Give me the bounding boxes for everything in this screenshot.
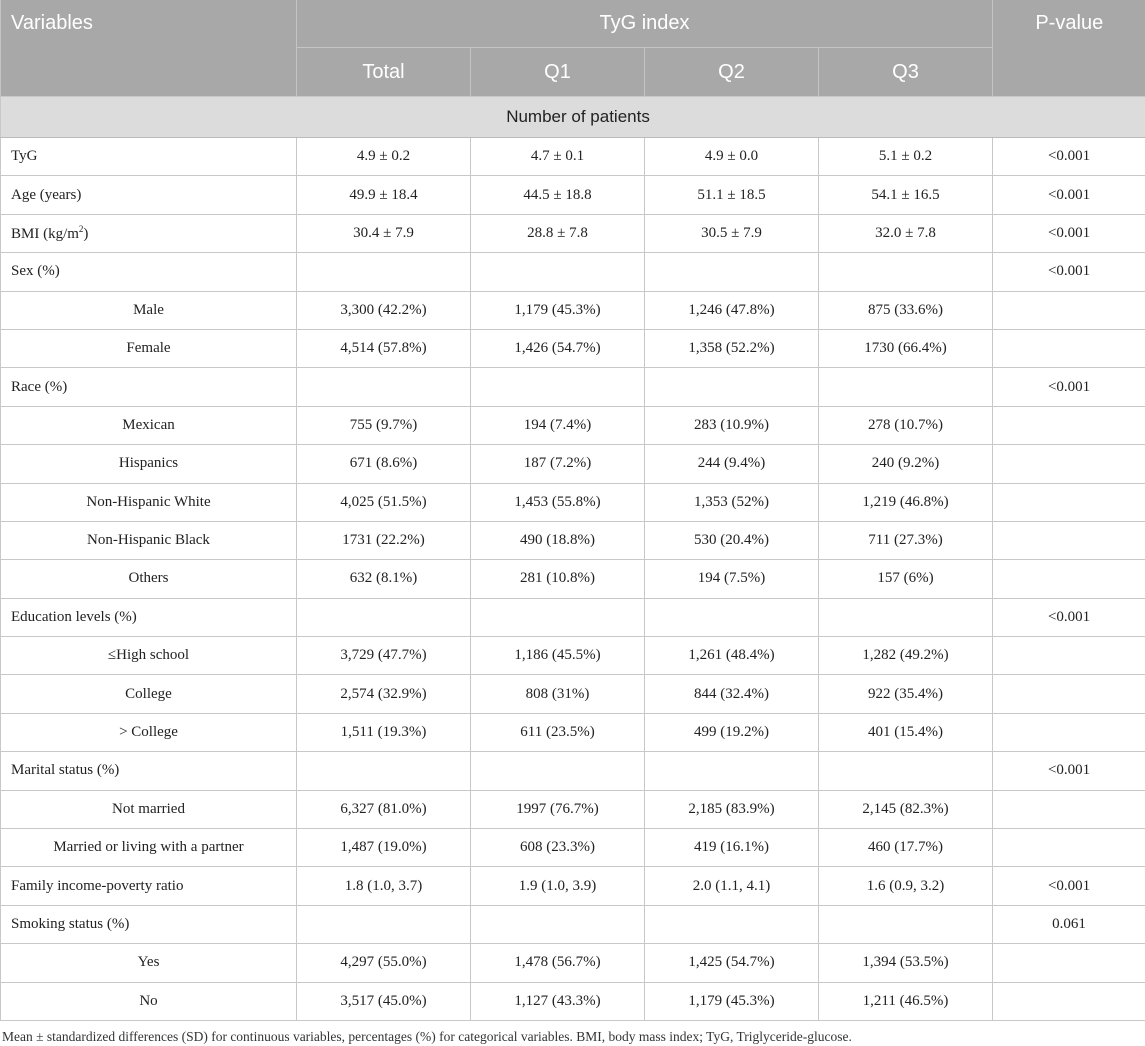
cell-q2 — [645, 368, 819, 406]
row-label — [1, 445, 297, 483]
row-label-text: Yes — [137, 954, 160, 971]
row-label-text: > College — [119, 724, 178, 741]
cell-q2 — [645, 598, 819, 636]
table-row — [1, 329, 1145, 367]
cell-total: 632 (8.1%) — [297, 560, 471, 598]
cell-q3: 711 (27.3%) — [819, 521, 993, 559]
header-tyg-index: TyG index — [297, 0, 993, 48]
cell-total: 4,514 (57.8%) — [297, 329, 471, 367]
cell-q3 — [819, 752, 993, 790]
cell-p — [993, 521, 1145, 559]
cell-q3: 922 (35.4%) — [819, 675, 993, 713]
cell-q3: 1,211 (46.5%) — [819, 982, 993, 1020]
cell-total: 755 (9.7%) — [297, 406, 471, 444]
cell-total: 3,517 (45.0%) — [297, 982, 471, 1020]
cell-q1: 1,453 (55.8%) — [471, 483, 645, 521]
cell-q1 — [471, 752, 645, 790]
row-label — [1, 982, 297, 1020]
cell-q2: 1,353 (52%) — [645, 483, 819, 521]
cell-q3: 1730 (66.4%) — [819, 329, 993, 367]
table-row — [1, 253, 1145, 291]
cell-q1: 808 (31%) — [471, 675, 645, 713]
cell-q3: 875 (33.6%) — [819, 291, 993, 329]
row-label-text: Marital status (%) — [11, 762, 120, 779]
cell-p — [993, 713, 1145, 751]
cell-q1: 1,186 (45.5%) — [471, 637, 645, 675]
row-label-text: Smoking status (%) — [11, 916, 130, 932]
table-row — [1, 713, 1145, 751]
table-row — [1, 406, 1145, 444]
cell-q1: 1997 (76.7%) — [471, 790, 645, 828]
row-label-text: TyG — [11, 148, 38, 165]
cell-q3 — [819, 905, 993, 943]
row-label-text: No — [139, 992, 158, 1009]
cell-q2: 419 (16.1%) — [645, 829, 819, 867]
cell-q3: 240 (9.2%) — [819, 445, 993, 483]
cell-q1: 611 (23.5%) — [471, 713, 645, 751]
row-label-text: BMI (kg/m — [11, 225, 79, 242]
row-label-text: ≤High school — [107, 647, 190, 664]
row-label-text: Others — [128, 570, 169, 587]
cell-q1: 1,478 (56.7%) — [471, 944, 645, 982]
cell-q1 — [471, 905, 645, 943]
row-label — [1, 291, 297, 329]
cell-total: 4,297 (55.0%) — [297, 944, 471, 982]
cell-q1: 28.8 ± 7.8 — [471, 214, 645, 252]
cell-q3: 1,219 (46.8%) — [819, 483, 993, 521]
row-label — [1, 637, 297, 675]
header-variables: Variables — [1, 0, 297, 97]
row-label — [1, 253, 297, 291]
row-label — [1, 406, 297, 444]
table-row — [1, 829, 1145, 867]
table-row — [1, 982, 1145, 1020]
table-row — [1, 368, 1145, 406]
cell-p: <0.001 — [993, 867, 1145, 905]
cell-q1: 1,426 (54.7%) — [471, 329, 645, 367]
cell-q1 — [471, 368, 645, 406]
cell-q2: 1,246 (47.8%) — [645, 291, 819, 329]
row-label-text: Family income-poverty ratio — [11, 877, 184, 894]
cell-q1 — [471, 253, 645, 291]
row-label — [1, 867, 297, 905]
cell-total: 671 (8.6%) — [297, 445, 471, 483]
cell-total — [297, 752, 471, 790]
cell-q2: 1,261 (48.4%) — [645, 637, 819, 675]
cell-q3 — [819, 598, 993, 636]
table-row — [1, 752, 1145, 790]
header-p-value: P-value — [993, 0, 1145, 97]
row-label-superscript: 2 — [78, 223, 84, 234]
cell-total: 1,511 (19.3%) — [297, 713, 471, 751]
cell-q2: 283 (10.9%) — [645, 406, 819, 444]
header-q1: Q1 — [471, 48, 645, 97]
cell-q3: 157 (6%) — [819, 560, 993, 598]
header-q2: Q2 — [645, 48, 819, 97]
cell-q2: 1,425 (54.7%) — [645, 944, 819, 982]
section-title: Number of patients — [1, 97, 1145, 138]
table-row — [1, 905, 1145, 943]
table-row — [1, 214, 1145, 252]
cell-q1: 4.7 ± 0.1 — [471, 138, 645, 176]
cell-q3 — [819, 253, 993, 291]
cell-p: <0.001 — [993, 752, 1145, 790]
cell-q1: 608 (23.3%) — [471, 829, 645, 867]
table-header — [1, 0, 1145, 97]
cell-q1: 1,179 (45.3%) — [471, 291, 645, 329]
table-row — [1, 867, 1145, 905]
table-row — [1, 637, 1145, 675]
cell-q3: 54.1 ± 16.5 — [819, 176, 993, 214]
row-label — [1, 944, 297, 982]
cell-q1: 44.5 ± 18.8 — [471, 176, 645, 214]
cell-p: <0.001 — [993, 253, 1145, 291]
cell-q3: 460 (17.7%) — [819, 829, 993, 867]
table-row — [1, 560, 1145, 598]
cell-p: <0.001 — [993, 214, 1145, 252]
cell-q1: 194 (7.4%) — [471, 406, 645, 444]
cell-total: 30.4 ± 7.9 — [297, 214, 471, 252]
table-row — [1, 483, 1145, 521]
cell-q2: 244 (9.4%) — [645, 445, 819, 483]
section-row — [1, 97, 1145, 138]
cell-total — [297, 253, 471, 291]
cell-q3: 2,145 (82.3%) — [819, 790, 993, 828]
cell-total: 4.9 ± 0.2 — [297, 138, 471, 176]
cell-p — [993, 637, 1145, 675]
cell-total — [297, 905, 471, 943]
row-label-text: Race (%) — [11, 378, 68, 395]
cell-q2: 51.1 ± 18.5 — [645, 176, 819, 214]
cell-q2: 530 (20.4%) — [645, 521, 819, 559]
table-row — [1, 176, 1145, 214]
row-label-text: Mexican — [122, 416, 175, 433]
cell-p — [993, 944, 1145, 982]
row-label-text: Not married — [112, 800, 185, 817]
table-row — [1, 675, 1145, 713]
cell-q3: 1.6 (0.9, 3.2) — [819, 867, 993, 905]
cell-p — [993, 329, 1145, 367]
cell-q2: 499 (19.2%) — [645, 713, 819, 751]
row-label — [1, 483, 297, 521]
cell-p: 0.061 — [993, 905, 1145, 943]
cell-p — [993, 675, 1145, 713]
row-label-text: College — [125, 685, 172, 702]
cell-total: 6,327 (81.0%) — [297, 790, 471, 828]
row-label — [1, 675, 297, 713]
row-label — [1, 752, 297, 790]
cell-q2 — [645, 253, 819, 291]
cell-p — [993, 560, 1145, 598]
cell-q2: 2,185 (83.9%) — [645, 790, 819, 828]
cell-q3: 1,394 (53.5%) — [819, 944, 993, 982]
row-label-text: Non-Hispanic White — [86, 493, 211, 510]
cell-q1: 281 (10.8%) — [471, 560, 645, 598]
table-row — [1, 598, 1145, 636]
cell-total: 3,300 (42.2%) — [297, 291, 471, 329]
table-row — [1, 138, 1145, 176]
row-label — [1, 176, 297, 214]
cell-p — [993, 982, 1145, 1020]
cell-q2: 844 (32.4%) — [645, 675, 819, 713]
cell-q3: 278 (10.7%) — [819, 406, 993, 444]
cell-p — [993, 829, 1145, 867]
row-label-tail: ) — [83, 225, 89, 242]
row-label — [1, 713, 297, 751]
cell-p: <0.001 — [993, 176, 1145, 214]
cell-q2: 194 (7.5%) — [645, 560, 819, 598]
table-footnote: Mean ± standardized differences (SD) for continuous variables, percentages (%) for categorical variables. BMI, body mass index; TyG, Triglyceride-glucose. — [2, 1029, 852, 1044]
cell-q2: 1,358 (52.2%) — [645, 329, 819, 367]
cell-q2: 4.9 ± 0.0 — [645, 138, 819, 176]
row-label — [1, 138, 297, 176]
cell-q1: 490 (18.8%) — [471, 521, 645, 559]
cell-p — [993, 790, 1145, 828]
table-body — [1, 97, 1145, 1021]
cell-q1 — [471, 598, 645, 636]
cell-total — [297, 598, 471, 636]
cell-total: 4,025 (51.5%) — [297, 483, 471, 521]
cell-q2: 2.0 (1.1, 4.1) — [645, 867, 819, 905]
row-label — [1, 368, 297, 406]
row-label — [1, 214, 297, 252]
cell-p: <0.001 — [993, 368, 1145, 406]
row-label-text: Married or living with a partner — [53, 839, 244, 856]
table-row — [1, 445, 1145, 483]
cell-q3: 1,282 (49.2%) — [819, 637, 993, 675]
row-label-text: Female — [126, 340, 171, 357]
table-row — [1, 291, 1145, 329]
cell-q3: 5.1 ± 0.2 — [819, 138, 993, 176]
cell-total: 1,487 (19.0%) — [297, 829, 471, 867]
cell-q2: 30.5 ± 7.9 — [645, 214, 819, 252]
row-label-text: Non-Hispanic Black — [87, 532, 210, 549]
cell-total: 49.9 ± 18.4 — [297, 176, 471, 214]
row-label-text: Education levels (%) — [11, 608, 137, 625]
cell-q3: 401 (15.4%) — [819, 713, 993, 751]
cell-total: 2,574 (32.9%) — [297, 675, 471, 713]
row-label — [1, 560, 297, 598]
cell-total: 1731 (22.2%) — [297, 521, 471, 559]
cell-p — [993, 406, 1145, 444]
row-label-text: Hispanics — [118, 455, 179, 472]
cell-p: <0.001 — [993, 138, 1145, 176]
table-row — [1, 790, 1145, 828]
table-row — [1, 944, 1145, 982]
row-label — [1, 829, 297, 867]
cell-total: 1.8 (1.0, 3.7) — [297, 867, 471, 905]
row-label — [1, 905, 297, 943]
cell-p — [993, 445, 1145, 483]
cell-total: 3,729 (47.7%) — [297, 637, 471, 675]
cell-q1: 1.9 (1.0, 3.9) — [471, 867, 645, 905]
row-label-text: Male — [133, 301, 164, 318]
row-label — [1, 790, 297, 828]
table-row — [1, 521, 1145, 559]
row-label-text: Age (years) — [11, 186, 82, 203]
cell-q3 — [819, 368, 993, 406]
cell-p — [993, 291, 1145, 329]
row-label — [1, 598, 297, 636]
cell-q1: 1,127 (43.3%) — [471, 982, 645, 1020]
cell-p — [993, 483, 1145, 521]
cell-q2: 1,179 (45.3%) — [645, 982, 819, 1020]
cell-q1: 187 (7.2%) — [471, 445, 645, 483]
cell-p: <0.001 — [993, 598, 1145, 636]
header-q3: Q3 — [819, 48, 993, 97]
cell-q2 — [645, 752, 819, 790]
row-label-text: Sex (%) — [11, 263, 60, 280]
cell-q3: 32.0 ± 7.8 — [819, 214, 993, 252]
cell-total — [297, 368, 471, 406]
row-label — [1, 521, 297, 559]
header-total: Total — [297, 48, 471, 97]
row-label — [1, 329, 297, 367]
cell-q2 — [645, 905, 819, 943]
